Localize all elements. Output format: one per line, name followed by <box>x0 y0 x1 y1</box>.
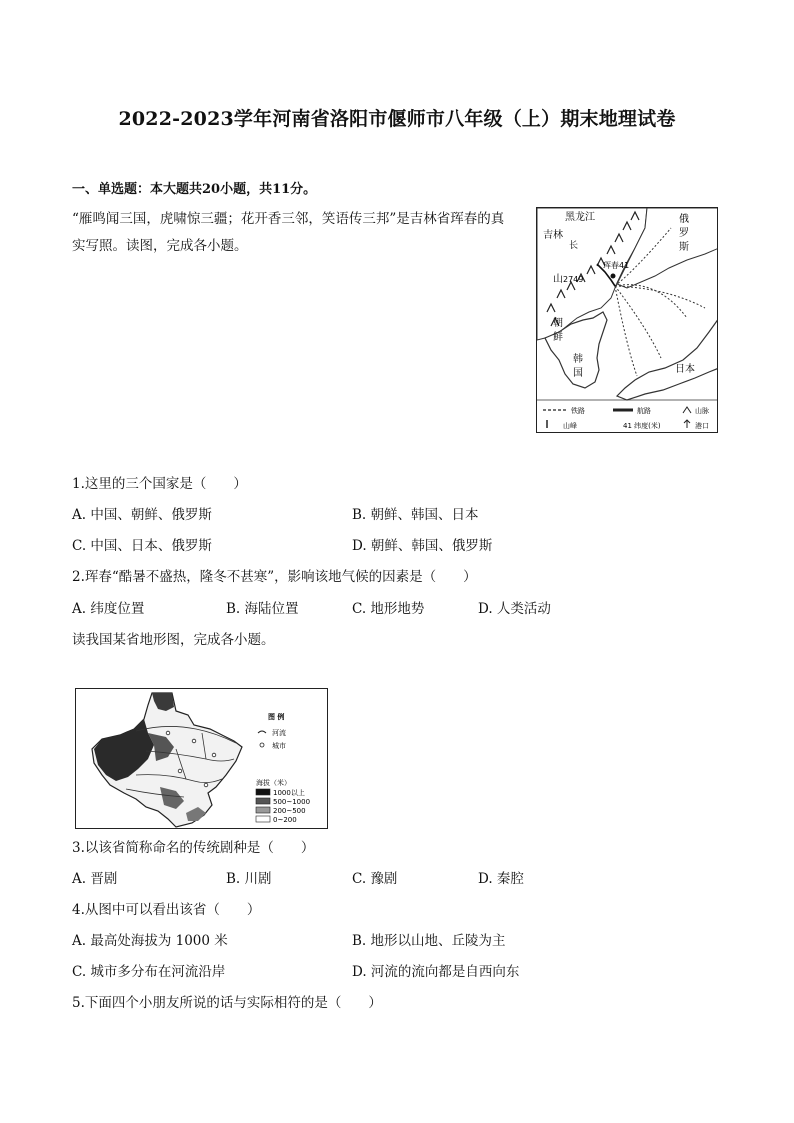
hunchun-map-svg <box>537 208 718 433</box>
label-jilin: 吉林 <box>543 230 563 241</box>
legend-latitude: 41 纬度(米) <box>623 422 661 430</box>
page-title: 2022-2023学年河南省洛阳市偃师市八年级（上）期末地理试卷 <box>118 108 676 130</box>
label-hunchun: 珲春41 <box>603 261 630 270</box>
legend-river: 河流 <box>272 729 286 737</box>
q1-option-d[interactable]: D. 朝鲜、韩国、俄罗斯 <box>352 538 493 554</box>
legend-level-1: 1000以上 <box>273 789 305 797</box>
hunchun-map <box>536 207 718 433</box>
q4-option-a[interactable]: A. 最高处海拔为 1000 米 <box>72 933 228 949</box>
q2-option-d[interactable]: D. 人类活动 <box>478 601 551 617</box>
label-russia-2: 罗 <box>679 228 689 239</box>
q1-option-b[interactable]: B. 朝鲜、韩国、日本 <box>352 507 479 523</box>
label-chao: 朝 <box>553 318 563 329</box>
label-shan: 山 <box>553 274 563 285</box>
q3-stem: 3.以该省简称命名的传统剧种是（ ） <box>72 840 315 856</box>
q4-option-d[interactable]: D. 河流的流向都是自西向东 <box>352 964 520 980</box>
legend-port: 港口 <box>695 422 709 430</box>
label-peak-height: 2749 <box>563 275 584 284</box>
q1-option-a[interactable]: A. 中国、朝鲜、俄罗斯 <box>72 507 212 523</box>
q3-option-b[interactable]: B. 川剧 <box>226 871 272 887</box>
legend-railway: 铁路 <box>571 407 585 415</box>
province-terrain-map-svg <box>76 689 328 829</box>
label-xian: 鲜 <box>553 332 563 343</box>
q5-stem: 5.下面四个小朋友所说的话与实际相符的是（ ） <box>72 995 382 1011</box>
q2-stem: 2.珲春“酷暑不盛热，隆冬不甚寒”，影响该地气候的因素是（ ） <box>72 569 477 585</box>
q3-option-c[interactable]: C. 豫剧 <box>352 871 398 887</box>
q2-option-a[interactable]: A. 纬度位置 <box>72 601 145 617</box>
label-han: 韩 <box>573 354 583 365</box>
province-terrain-map <box>75 688 328 829</box>
legend-level-4: 0~200 <box>273 816 297 824</box>
q4-stem: 4.从图中可以看出该省（ ） <box>72 902 261 918</box>
legend-city: 城市 <box>272 742 286 750</box>
q1-stem: 1.这里的三个国家是（ ） <box>72 476 247 492</box>
label-heilongjiang: 黑龙江 <box>565 212 595 223</box>
q4-option-c[interactable]: C. 城市多分布在河流沿岸 <box>72 964 226 980</box>
legend-title: 图 例 <box>268 713 285 721</box>
q1-option-c[interactable]: C. 中国、日本、俄罗斯 <box>72 538 212 554</box>
city-icon <box>260 743 264 747</box>
label-japan: 日本 <box>675 364 695 375</box>
q2-option-b[interactable]: B. 海陆位置 <box>226 601 299 617</box>
legend-mountain-range: 山脉 <box>695 407 709 415</box>
passage-intro-1: “雁鸣闻三国，虎啸惊三疆；花开香三邻，笑语传三邦”是吉林省珲春的真实写照。读图，完成各小题。 <box>72 211 505 254</box>
legend-airway: 航路 <box>637 407 651 415</box>
legend-level-2: 500~1000 <box>273 798 311 806</box>
legend-altitude-title: 海拔（米） <box>256 779 291 787</box>
q4-option-b[interactable]: B. 地形以山地、丘陵为主 <box>352 933 506 949</box>
q3-option-a[interactable]: A. 晋剧 <box>72 871 118 887</box>
port-icon <box>684 420 690 428</box>
q3-option-d[interactable]: D. 秦腔 <box>478 871 524 887</box>
passage-intro-2: 读我国某省地形图，完成各小题。 <box>72 632 275 648</box>
label-changbai: 长 <box>569 241 579 251</box>
label-russia-3: 斯 <box>679 242 689 253</box>
legend-peak: 山峰 <box>563 422 577 430</box>
label-russia-1: 俄 <box>679 214 689 225</box>
q2-option-c[interactable]: C. 地形地势 <box>352 601 425 617</box>
section-heading: 一、单选题：本大题共20小题，共11分。 <box>72 182 317 197</box>
river-icon <box>258 731 266 733</box>
label-guo: 国 <box>573 368 583 379</box>
legend-level-3: 200~500 <box>273 807 306 815</box>
